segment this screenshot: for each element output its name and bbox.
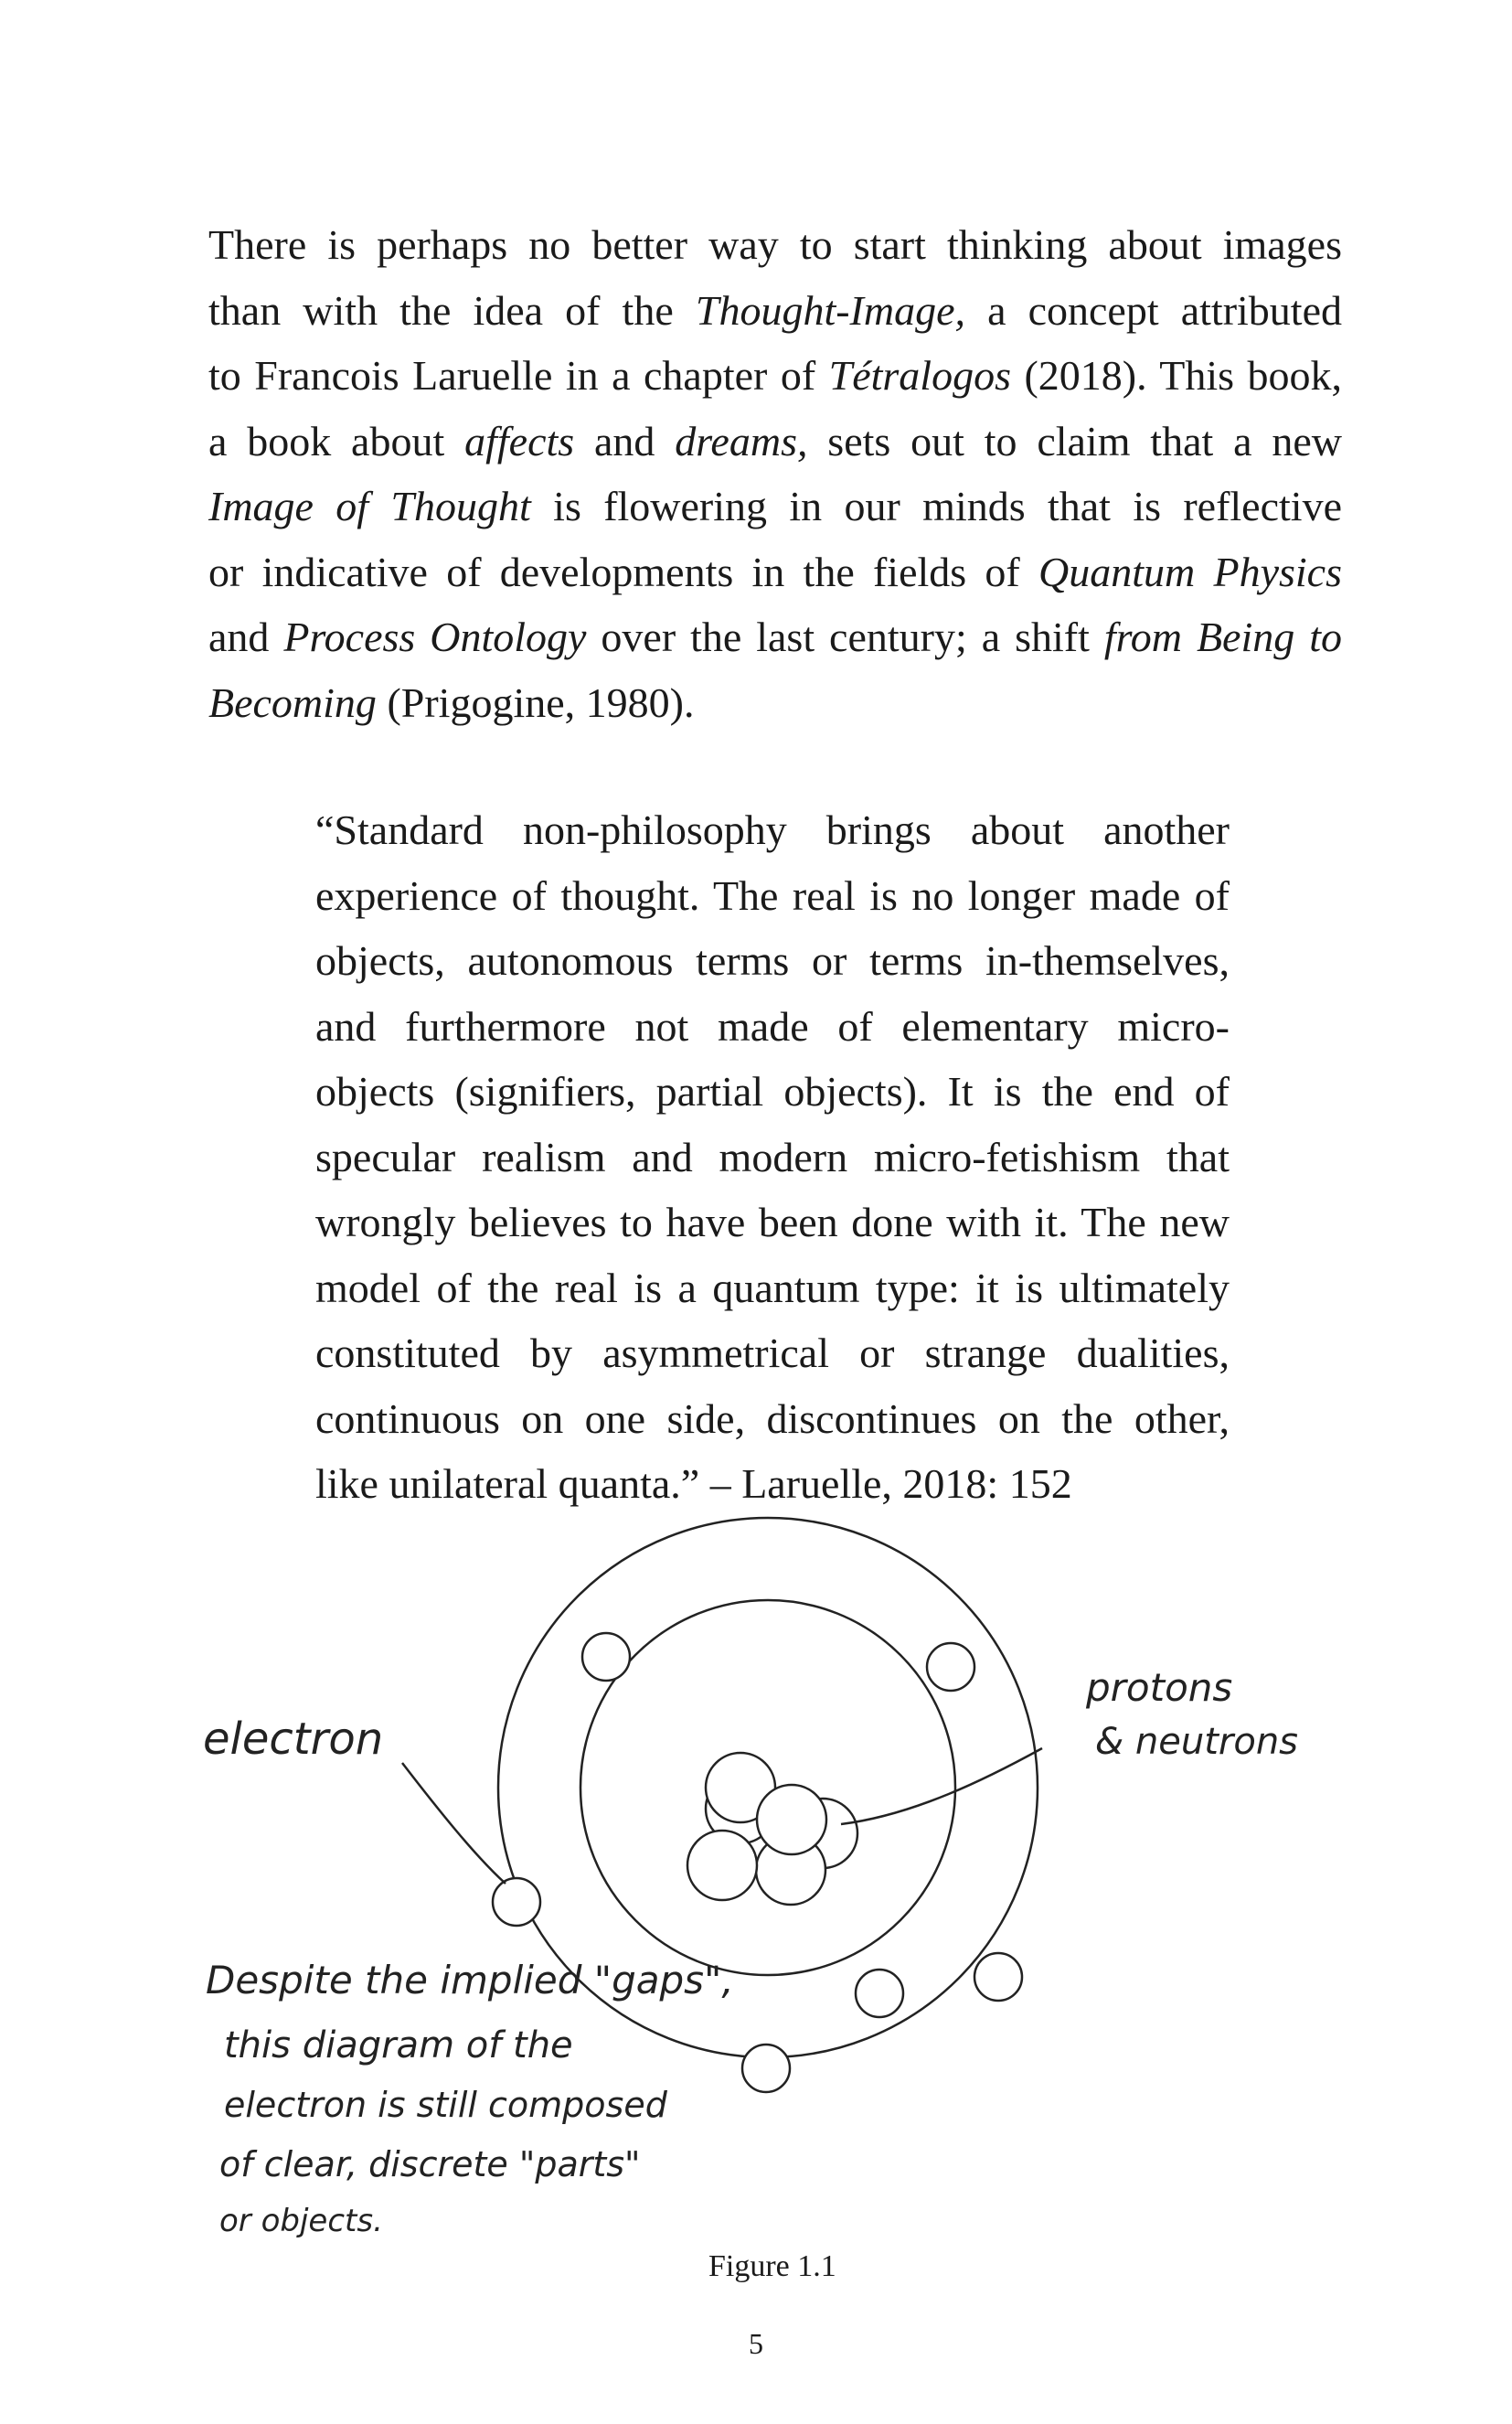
quote-line: and furthermore not made of elementary micro- [315, 1002, 1230, 1050]
quote-line: continuous on one side, discontinues on the other, [315, 1394, 1230, 1442]
italic-term: Thought-Image, [695, 286, 965, 334]
italic-term: from Being to [1103, 614, 1342, 660]
italic-term: Becoming [208, 678, 377, 726]
italic-term: Process Ontology [283, 614, 587, 660]
neutrons-label: & neutrons [1095, 1721, 1299, 1763]
italic-term: Tétralogos [828, 352, 1011, 399]
note-line: Despite the implied "gaps", [206, 1958, 734, 2002]
nucleon-circle [756, 1835, 825, 1905]
outer-orbit [498, 1518, 1038, 2057]
paragraph-line: Image of Thought is flowering in our minds that is reflective [208, 483, 1342, 529]
laruelle-block-quote [315, 797, 1230, 1517]
quote-line: constituted by asymmetrical or strange dualities, [315, 1329, 1230, 1376]
italic-term: affects [464, 417, 575, 465]
intro-paragraph [208, 212, 1342, 735]
quote-line: like unilateral quanta.” – Laruelle, 2018: 152 [315, 1460, 1072, 1507]
electron-circle [582, 1633, 630, 1681]
note-line: of clear, discrete "parts" [219, 2144, 641, 2184]
paragraph-line: to Francois Laruelle in a chapter of Tétralogos (2018). This book, [208, 352, 1342, 399]
quote-line: “Standard non-philosophy brings about another [315, 806, 1230, 853]
nucleon-circle [757, 1785, 826, 1854]
quote-line: objects (signifiers, partial objects). It is the end of [315, 1068, 1230, 1115]
paragraph-line: than with the idea of the Thought-Image, a concept attributed [208, 286, 1342, 334]
note-line: electron is still composed [224, 2085, 667, 2125]
paragraph-line: There is perhaps no better way to start thinking about images [208, 221, 1342, 268]
electron-label: electron [203, 1714, 384, 1765]
electron-circle [927, 1643, 974, 1691]
electron-circle [742, 2045, 790, 2092]
inner-orbit [580, 1600, 955, 1975]
italic-term: dreams, [675, 417, 808, 465]
nucleon-circle [706, 1774, 775, 1843]
paragraph-line: Becoming (Prigogine, 1980). [208, 678, 695, 726]
nucleon-circle [706, 1753, 775, 1822]
nucleon-circle [687, 1831, 757, 1900]
nucleus-pointer [841, 1748, 1042, 1824]
electron-circle [856, 1970, 903, 2017]
page-number: 5 [749, 2327, 763, 2360]
electron-circle [974, 1953, 1022, 2001]
note-line: this diagram of the [224, 2024, 573, 2066]
quote-line: experience of thought. The real is no longer made of [315, 871, 1230, 919]
quote-line: wrongly believes to have been done with it. The new [315, 1199, 1230, 1245]
note-line: or objects. [219, 2203, 383, 2239]
quote-line: objects, autonomous terms or terms in-themselves, [315, 937, 1230, 984]
nucleon-circle [788, 1799, 857, 1868]
electron-pointer [402, 1763, 506, 1884]
protons-label: protons [1086, 1665, 1233, 1710]
italic-term: Quantum Physics [1038, 548, 1342, 595]
electron-circle [493, 1878, 540, 1926]
figure-caption: Figure 1.1 [708, 2249, 836, 2283]
paragraph-line: and Process Ontology over the last century; a shift from Being to [208, 614, 1342, 660]
paragraph-line: or indicative of developments in the fields of Quantum Physics [208, 548, 1342, 595]
italic-term: Image of Thought [208, 483, 531, 529]
quote-line: model of the real is a quantum type: it is ultimately [315, 1264, 1230, 1311]
paragraph-line: a book about affects and dreams, sets out to claim that a new [208, 417, 1342, 465]
quote-line: specular realism and modern micro-fetishism that [315, 1133, 1230, 1180]
